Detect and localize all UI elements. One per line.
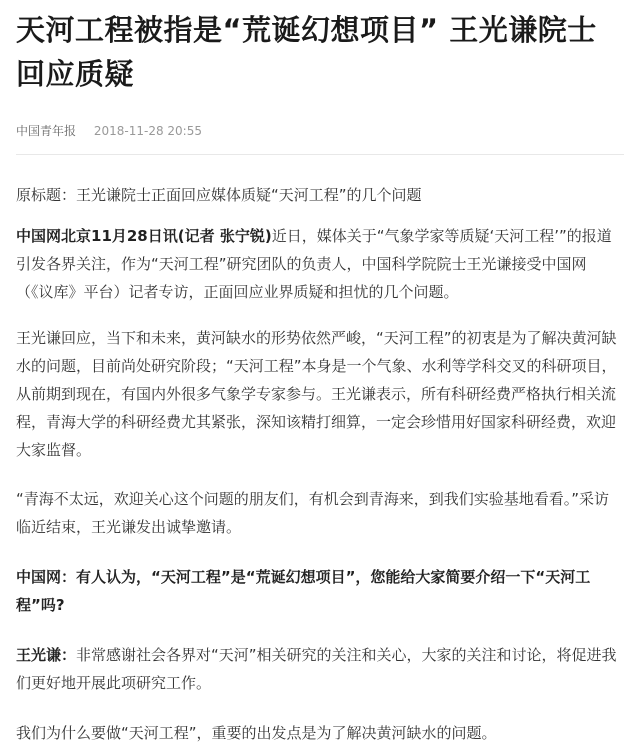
interview-question: 中国网：有人认为，“天河工程”是“荒诞幻想项目”，您能给大家简要介绍一下“天河工程”吗? <box>16 568 591 614</box>
article-title: 天河工程被指是“荒诞幻想项目” 王光谦院士回应质疑 <box>16 13 597 91</box>
lead-body: 近日，媒体关于“气象学家等质疑‘天河工程’”的报道引发各界关注，作为“天河工程”研究团队的负责人，中国科学院院士王光谦接受中国网（《议库》平台）记者专访，正面回应业界质疑和担忧的几个问题。 <box>16 227 612 301</box>
lead-paragraph <box>16 222 624 306</box>
article-meta <box>16 122 624 140</box>
body-paragraph-2: 王光谦回应，当下和未来，黄河缺水的形势依然严峻，“天河工程”的初衷是为了解决黄河缺水的问题，目前尚处研究阶段；“天河工程”本身是一个气象、水利等学科交叉的科研项目，从前期到现在，有国内外很多气象学专家参与。王光谦表示，所有科研经费严格执行相关流程，青海大学的科研经费尤其紧张，深知该精打细算，一定会珍惜用好国家科研经费，欢迎大家监督。 <box>16 329 617 459</box>
answer-body: 非常感谢社会各界对“天河”相关研究的关注和关心，大家的关注和讨论，将促进我们更好地开展此项研究工作。 <box>16 646 617 692</box>
body-paragraph-3: “青海不太远，欢迎关心这个问题的朋友们，有机会到青海来，到我们实验基地看看。”采访临近结束，王光谦发出诚挚邀请。 <box>16 490 610 536</box>
body-paragraph-6: 我们为什么要做“天河工程”，重要的出发点是为了解决黄河缺水的问题。 <box>16 724 497 742</box>
article-datetime: 2018-11-28 20:55 <box>93 124 202 138</box>
meta-divider <box>16 154 624 155</box>
original-title-paragraph: 原标题：王光谦院士正面回应媒体质疑“天河工程”的几个问题 <box>16 186 422 204</box>
answer-speaker: 王光谦： <box>16 646 77 664</box>
interview-answer <box>16 641 624 697</box>
dateline: 中国网北京11月28日讯(记者 张宁锐) <box>16 227 272 245</box>
article-source[interactable]: 中国青年报 <box>16 124 77 138</box>
